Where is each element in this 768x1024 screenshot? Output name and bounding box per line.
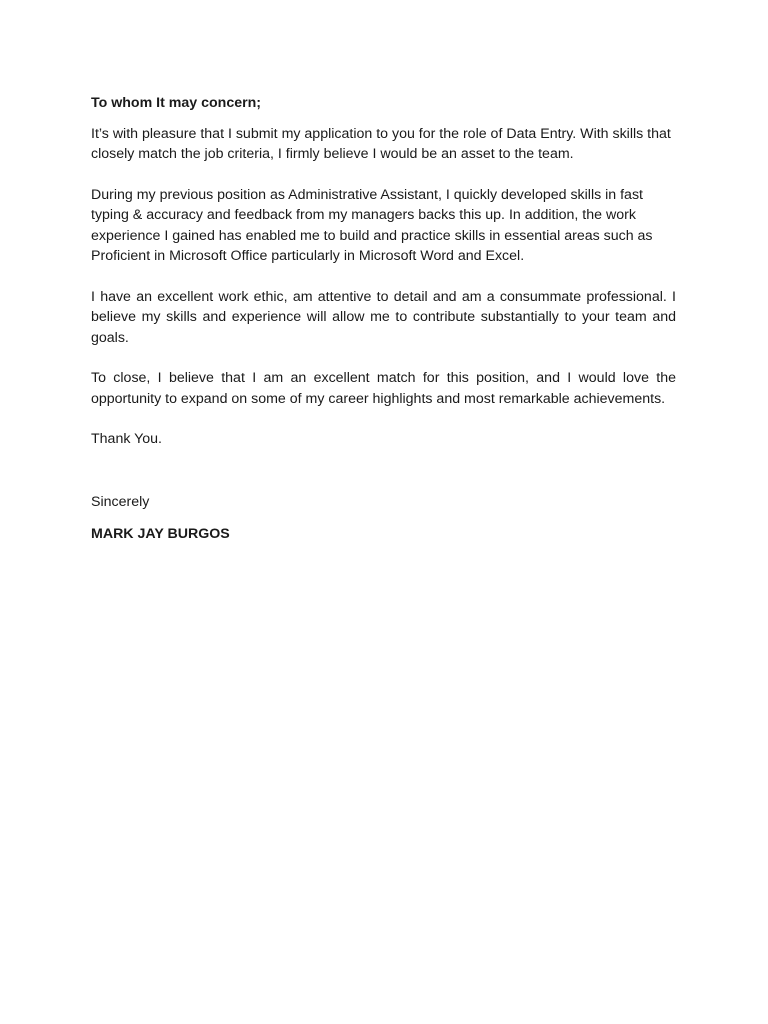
paragraph-closing: To close, I believe that I am an excellent match for this position, and I would love the opportunity to expand on some of my career highlights and most remarkable achievements. <box>91 370 676 407</box>
salutation: To whom It may concern; <box>91 95 262 111</box>
paragraph-experience: During my previous position as Administrative Assistant, I quickly developed skills in fast typing & accuracy and feedback from my managers backs this up. In addition, the work experience I gained has enabled me to build and practice skills in essential areas such as Proficient in Microsoft Office particularly in Microsoft Word and Excel. <box>91 186 653 264</box>
sign-off: Sincerely <box>91 493 150 510</box>
signature-name: MARK JAY BURGOS <box>91 526 230 542</box>
cover-letter <box>91 93 676 545</box>
paragraph-intro: It’s with pleasure that I submit my application to you for the role of Data Entry. With skills that closely match the job criteria, I firmly believe I would be an asset to the team. <box>91 125 671 162</box>
paragraph-work-ethic: I have an excellent work ethic, am attentive to detail and am a consummate professional. I believe my skills and experience will allow me to contribute substantially to your team and goals. <box>91 288 676 346</box>
thank-you-line: Thank You. <box>91 431 162 447</box>
